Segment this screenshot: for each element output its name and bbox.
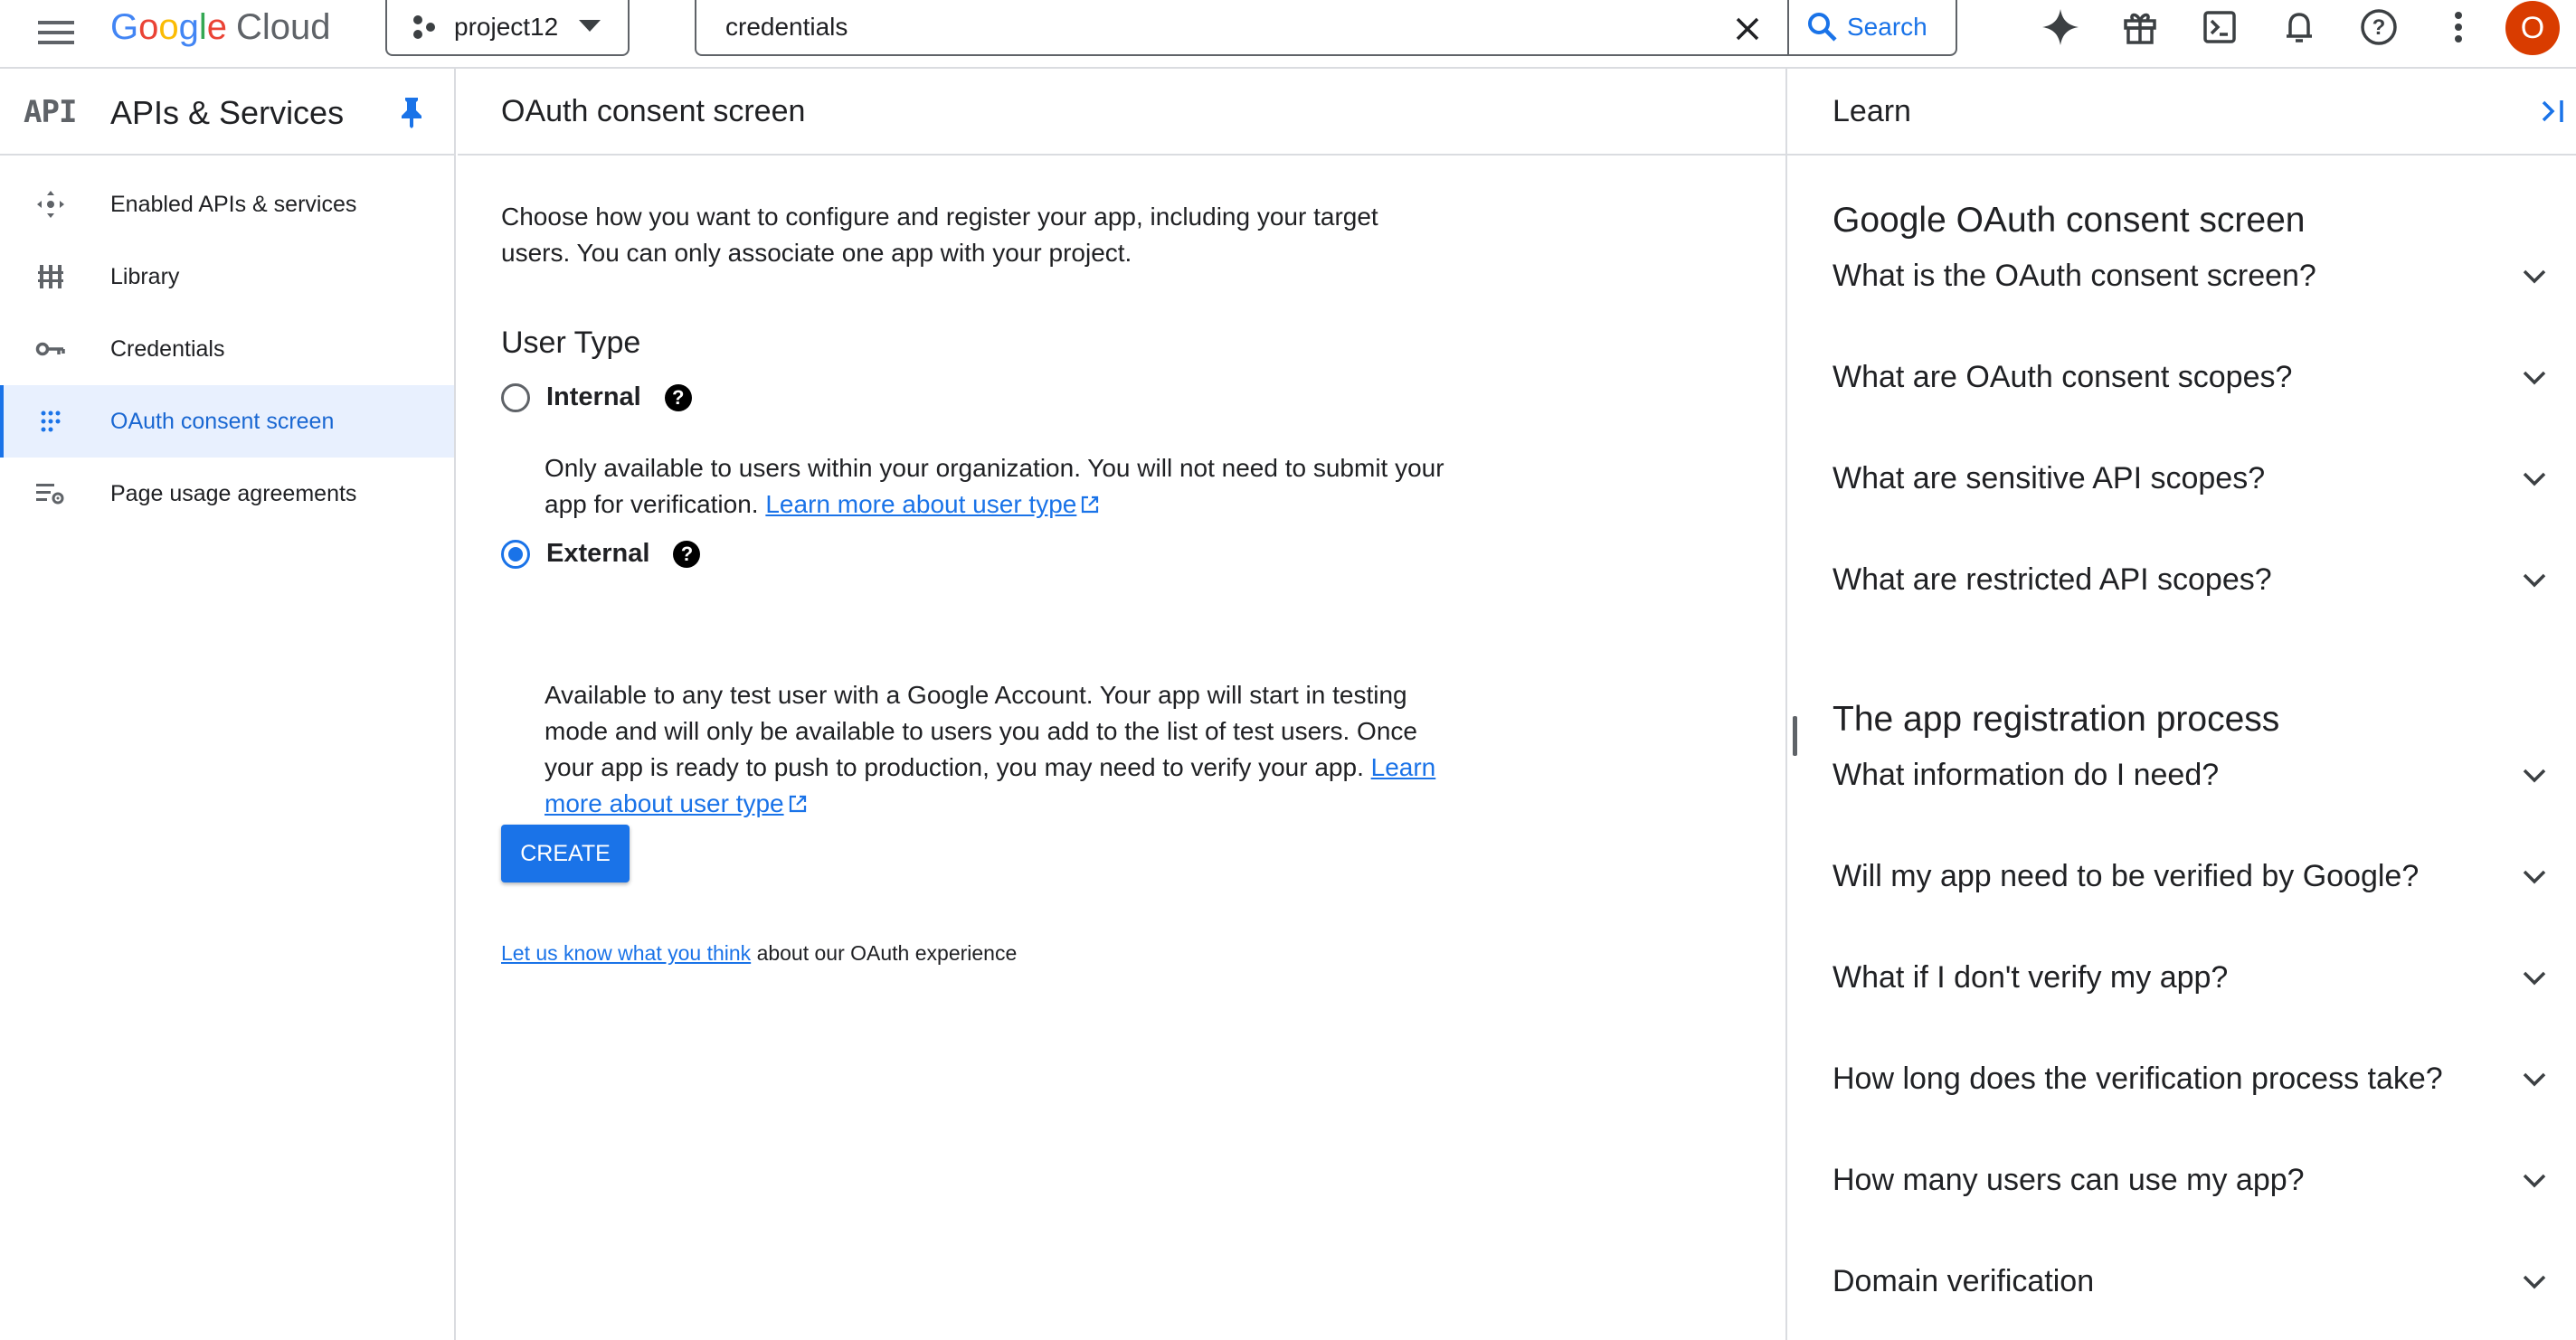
logo-google-text: Google [110,6,228,47]
help-icon[interactable]: ? [665,384,692,411]
external-label[interactable]: External [546,539,650,568]
help-circle-icon[interactable] [2355,4,2402,51]
external-description [545,677,1449,822]
faq-item[interactable] [1833,562,2547,598]
chevron-down-icon [2522,269,2547,285]
bell-icon[interactable] [2276,4,2323,51]
feedback-link[interactable]: Let us know what you think [501,941,752,965]
sidebar-item-enabled-apis[interactable] [0,168,454,241]
api-badge-icon: API [24,94,77,130]
faq-question: What are sensitive API scopes? [1833,461,2266,495]
open-in-new-icon [1080,495,1100,514]
learn-more-user-type-link[interactable]: Learn more about user type [765,490,1077,518]
svg-text:?: ? [2372,15,2386,40]
sidebar [0,69,456,1340]
project-name: project12 [454,13,559,41]
external-option [501,539,700,569]
panel-resize-handle[interactable] [1793,716,1797,756]
chevron-down-icon [2522,1274,2547,1290]
learn-panel [1785,69,2576,1340]
search-bar [695,0,1957,56]
chevron-down-icon [2522,572,2547,589]
more-vert-icon[interactable] [2435,4,2482,51]
chevron-down-icon [2522,970,2547,986]
sidebar-item-oauth-consent-screen[interactable] [0,385,454,458]
avatar[interactable]: O [2505,1,2560,55]
project-picker[interactable] [385,0,630,56]
chevron-down-icon [2522,768,2547,784]
search-icon [1807,12,1838,42]
chevron-down-icon [2522,1071,2547,1088]
consent-grid-icon [34,407,67,436]
google-cloud-logo[interactable] [110,5,331,49]
external-desc-text: Available to any test user with a Google Account. Your app will start in testing mode and will only be available to users you add to the list of test users. Once your app is ready to push to production, you may need to verify your app. [545,681,1417,781]
key-icon [34,335,67,363]
main-content [458,69,1785,1340]
internal-radio[interactable] [501,383,530,412]
faq-question: Domain verification [1833,1264,2095,1298]
sidebar-title: APIs & Services [110,94,345,131]
faq-item[interactable] [1833,859,2547,894]
chevron-down-icon [2522,471,2547,487]
search-input[interactable] [696,0,1709,54]
faq-question: What is the OAuth consent screen? [1833,259,2316,293]
chevron-down-icon [579,20,601,32]
gift-icon[interactable] [2117,4,2164,51]
learn-title: Learn [1833,94,1911,128]
chevron-down-icon [2522,869,2547,885]
hub-icon [34,190,67,219]
help-icon[interactable]: ? [673,541,700,568]
faq-question: How many users can use my app? [1833,1163,2305,1197]
user-type-title: User Type [501,326,641,360]
faq-item[interactable] [1833,259,2547,294]
sidebar-item-label: Enabled APIs & services [110,191,357,217]
sidebar-item-label: Page usage agreements [110,480,357,506]
gemini-sparkle-icon[interactable] [2037,4,2084,51]
sidebar-item-label: Credentials [110,335,225,362]
search-divider [1787,0,1789,54]
learn-section-title: The app registration process [1833,700,2280,739]
learn-section-title: Google OAuth consent screen [1833,201,2306,240]
sidebar-item-label: OAuth consent screen [110,408,335,434]
logo-cloud-text: Cloud [236,6,331,47]
faq-question: Will my app need to be verified by Google? [1833,859,2420,893]
pin-icon[interactable] [398,96,425,133]
page-title: OAuth consent screen [501,94,806,128]
project-icon [411,14,438,41]
faq-item[interactable] [1833,1062,2547,1097]
faq-item[interactable] [1833,461,2547,496]
faq-item[interactable] [1833,1163,2547,1198]
internal-option [501,382,692,412]
faq-question: What are OAuth consent scopes? [1833,360,2293,394]
chevron-down-icon [2522,1173,2547,1189]
settings-list-icon [34,479,67,508]
search-button-label: Search [1847,13,1927,41]
faq-item[interactable] [1833,360,2547,395]
internal-desc-text: Only available to users within your organization. You will not need to submit your app for verification. [545,454,1444,518]
internal-label[interactable]: Internal [546,382,641,411]
learn-more-user-type-link[interactable]: Learn more about user type [545,753,1436,817]
sidebar-header [0,69,454,156]
external-radio[interactable] [501,540,530,569]
faq-question: What information do I need? [1833,758,2220,792]
intro-text: Choose how you want to configure and register your app, including your target users. You can only associate one app with your project. [501,203,1378,267]
open-in-new-icon [788,794,808,814]
sidebar-item-library[interactable] [0,241,454,313]
library-icon [34,262,67,291]
sidebar-nav-list [0,156,454,530]
sidebar-item-label: Library [110,263,180,289]
learn-header [1787,69,2576,156]
cloud-shell-terminal-icon[interactable] [2196,4,2243,51]
chevron-down-icon [2522,370,2547,386]
faq-item[interactable] [1833,758,2547,793]
sidebar-item-credentials[interactable] [0,313,454,385]
hamburger-menu-icon[interactable] [34,11,78,54]
main-header [458,69,1785,156]
feedback-text [501,941,1017,966]
faq-item[interactable] [1833,960,2547,996]
sidebar-item-page-usage-agreements[interactable] [0,458,454,530]
faq-question: What are restricted API scopes? [1833,562,2272,597]
collapse-panel-icon[interactable] [2540,98,2567,129]
search-button[interactable] [1807,5,1927,49]
create-button[interactable]: CREATE [501,825,630,882]
faq-question: What if I don't verify my app? [1833,960,2229,995]
faq-item[interactable] [1833,1264,2547,1299]
faq-question: How long does the verification process take? [1833,1062,2443,1096]
top-bar [0,0,2576,69]
feedback-suffix: about our OAuth experience [756,941,1018,965]
close-icon[interactable] [1728,9,1767,49]
internal-description [545,450,1449,523]
